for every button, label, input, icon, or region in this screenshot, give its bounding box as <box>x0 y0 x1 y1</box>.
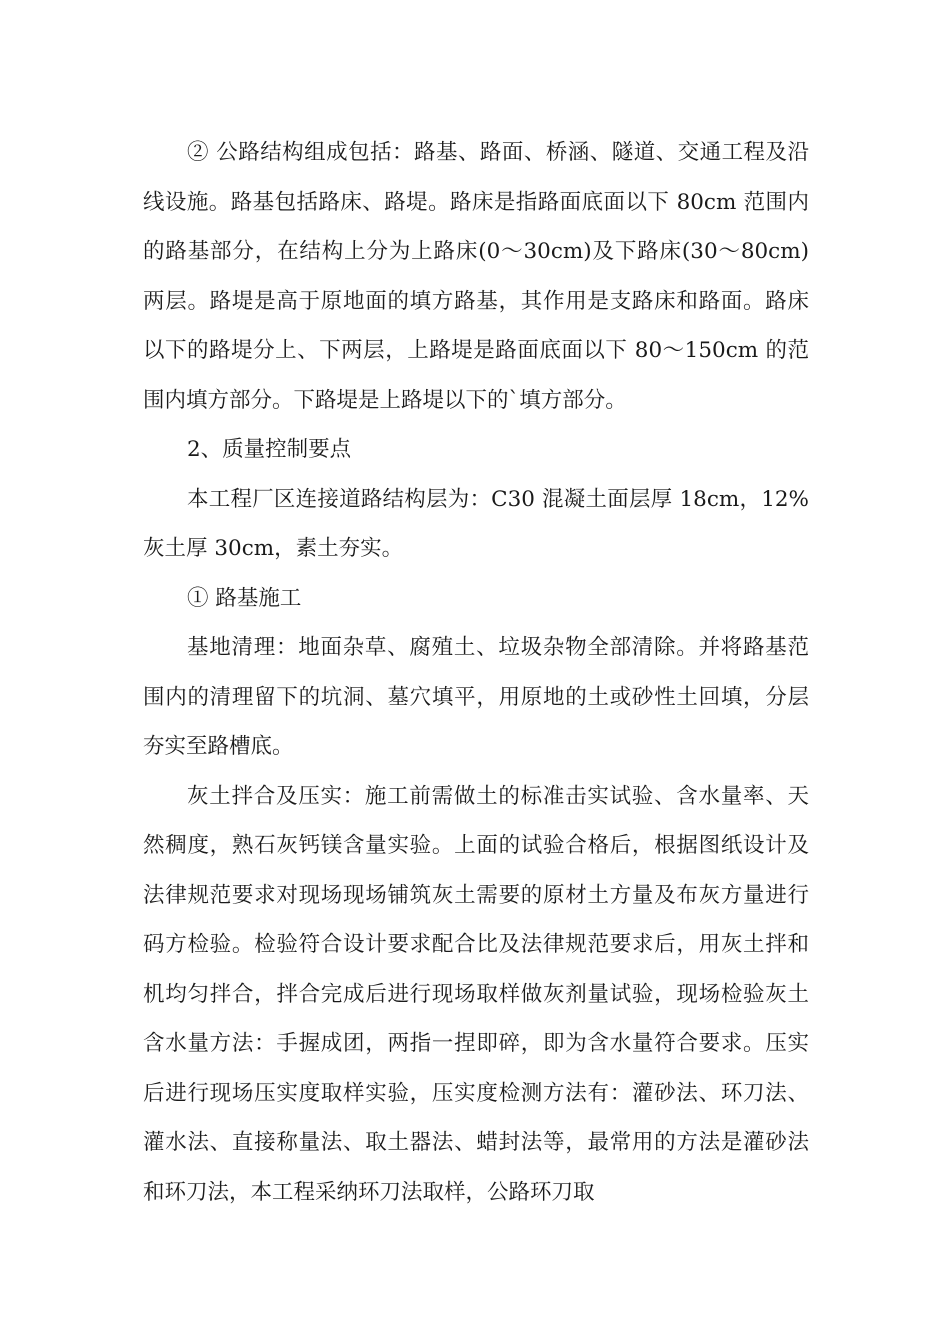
paragraph-road-structure: ② 公路结构组成包括：路基、路面、桥涵、隧道、交通工程及沿线设施。路基包括路床、路堤。路床是指路面底面以下 80cm 范围内的路基部分，在结构上分为上路床(0～30cm)及下路床(30～80cm)两层。路堤是高于原地面的填方路基，其作用是支路床和路面。路床以下的路堤分上、下两层，上路堤是路面底面以下 80～150cm 的范围内填方部分。下路堤是上路堤以下的`填方部分。 <box>143 140 809 413</box>
paragraph-site-clearing: 基地清理：地面杂草、腐殖土、垃圾杂物全部清除。并将路基范围内的清理留下的坑洞、墓穴填平，用原地的土或砂性土回填，分层夯实至路槽底。 <box>143 635 809 759</box>
paragraph-lime-soil-mixing: 灰土拌合及压实：施工前需做土的标准击实试验、含水量率、天然稠度，熟石灰钙镁含量实验。上面的试验合格后，根据图纸设计及法律规范要求对现场现场铺筑灰土需要的原材土方量及布灰方量进行码方检验。检验符合设计要求配合比及法律规范要求后，用灰土拌和机均匀拌合，拌合完成后进行现场取样做灰剂量试验，现场检验灰土含水量方法：手握成团，两指一捏即碎，即为含水量符合要求。压实后进行现场压实度取样实验，压实度检测方法有：灌砂法、环刀法、灌水法、直接称量法、取土器法、蜡封法等，最常用的方法是灌砂法和环刀法，本工程采纳环刀法取样，公路环刀取 <box>143 783 809 1205</box>
section-heading-quality-control: 2、质量控制要点 <box>187 437 352 462</box>
subsection-heading-subgrade: ① 路基施工 <box>187 585 302 611</box>
document-body <box>143 128 809 1217</box>
paragraph-road-layers: 本工程厂区连接道路结构层为：C30 混凝土面层厚 18cm，12%灰土厚 30cm，素土夯实。 <box>143 486 809 561</box>
